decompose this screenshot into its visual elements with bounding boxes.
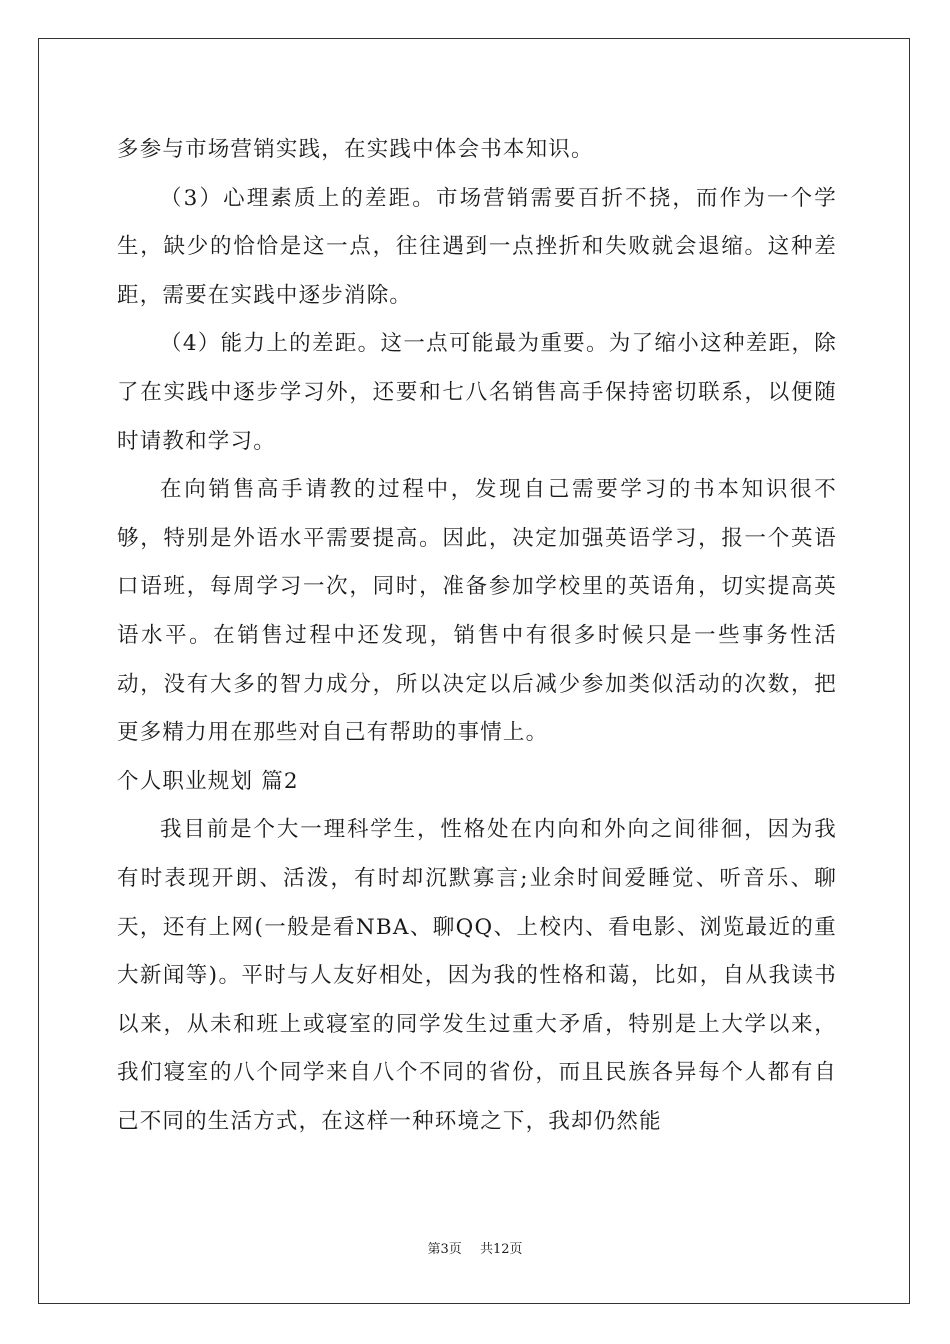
page-footer (0, 1238, 950, 1257)
paragraph-1: 多参与市场营销实践，在实践中体会书本知识。 (117, 137, 594, 162)
page-number-total: 共12页 (479, 1242, 523, 1257)
section-heading: 个人职业规划 篇2 (117, 768, 299, 794)
document-body (117, 126, 837, 1146)
paragraph-2: （3）心理素质上的差距。市场营销需要百折不挠，而作为一个学生，缺少的恰恰是这一点，往往遇到一点挫折和失败就会退缩。这种差距，需要在实践中逐步消除。 (117, 185, 837, 308)
section-paragraph-1: 我目前是个大一理科学生，性格处在内向和外向之间徘徊，因为我有时表现开朗、活泼，有时却沉默寡言;业余时间爱睡觉、听音乐、聊天，还有上网(一般是看NBA、聊QQ、上校内、看电影、浏览最近的重大新闻等)。平时与人友好相处，因为我的性格和蔼，比如，自从我读书以来，从未和班上或寝室的同学发生过重大矛盾，特别是上大学以来，我们寝室的八个同学来自八个不同的省份，而且民族各异每个人都有自己不同的生活方式，在这样一种环境之下，我却仍然能 (117, 817, 837, 1134)
paragraph-3: （4）能力上的差距。这一点可能最为重要。为了缩小这种差距，除了在实践中逐步学习外，还要和七八名销售高手保持密切联系，以便随时请教和学习。 (117, 331, 837, 454)
paragraph-4: 在向销售高手请教的过程中，发现自己需要学习的书本知识很不够，特别是外语水平需要提高。因此，决定加强英语学习，报一个英语口语班，每周学习一次，同时，准备参加学校里的英语角，切实提高英语水平。在销售过程中还发现，销售中有很多时候只是一些事务性活动，没有大多的智力成分，所以决定以后减少参加类似活动的次数，把更多精力用在那些对自己有帮助的事情上。 (117, 477, 837, 746)
page-number-current: 第3页 (427, 1242, 462, 1257)
